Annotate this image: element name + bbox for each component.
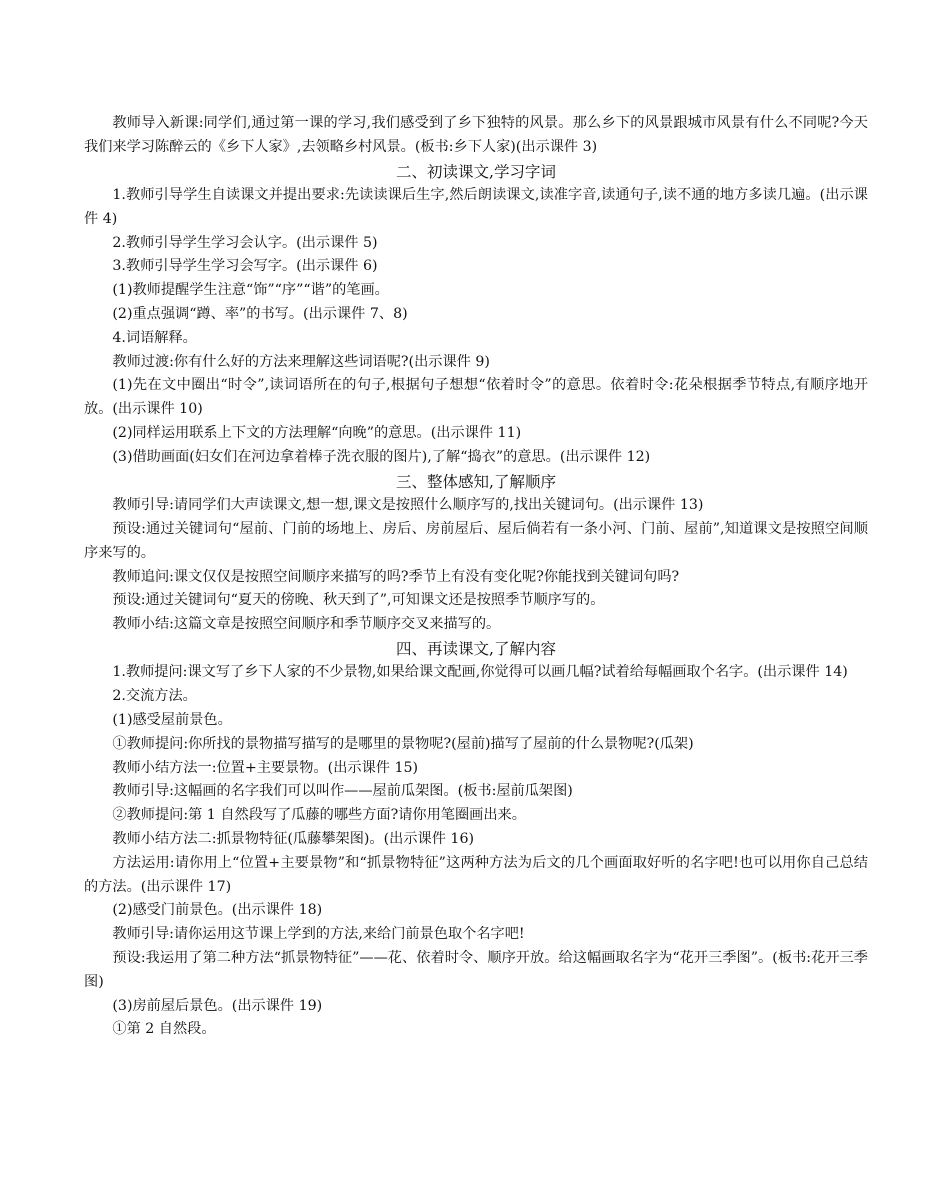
paragraph: 教师引导:请同学们大声读课文,想一想,课文是按照什么顺序写的,找出关键词句。(出示课件 13): [112, 497, 704, 514]
paragraph: 预设:我运用了第二种方法“抓景物特征”——花、依着时令、顺序开放。给这幅画取名字为“花开三季图”。(板书:花开三季图): [84, 950, 868, 990]
paragraph: (1)先在文中圈出“时令”,读词语所在的句子,根据句子想想“依着时令”的意思。依着时令:花朵根据季节特点,有顺序地开放。(出示课件 10): [84, 377, 869, 418]
paragraph: (3)房前屋后景色。(出示课件 19): [112, 997, 323, 1014]
paragraph: 教师过渡:你有什么好的方法来理解这些词语呢?(出示课件 9): [112, 353, 490, 370]
paragraph: (2)感受门前景色。(出示课件 18): [112, 902, 323, 919]
paragraph: 教师引导:这幅画的名字我们可以叫作——屋前瓜架图。(板书:屋前瓜架图): [112, 783, 573, 800]
paragraph: 4.词语解释。: [112, 329, 197, 346]
paragraph: (3)借助画面(妇女们在河边拿着棒子洗衣服的图片),了解“捣衣”的意思。(出示课件 12): [112, 448, 651, 465]
paragraph: 教师小结方法一:位置+主要景物。(出示课件 15): [112, 759, 419, 776]
paragraph: ①第 2 自然段。: [112, 1021, 216, 1038]
paragraph: 2.教师引导学生学习会认字。(出示课件 5): [112, 234, 378, 251]
paragraph: 方法运用:请你用上“位置+主要景物”和“抓景物特征”这两种方法为后文的几个画面取好听的名字吧!也可以用你自己总结的方法。(出示课件 17): [84, 854, 868, 895]
paragraph: (2)同样运用联系上下文的方法理解“向晚”的意思。(出示课件 11): [112, 425, 522, 442]
paragraph: (1)教师提醒学生注意“饰”“序”“谐”的笔画。: [112, 282, 389, 299]
paragraph: (1)感受屋前景色。: [112, 712, 232, 729]
paragraph: 预设:通过关键词句“屋前、门前的场地上、房后、房前屋后、屋后倘若有一条小河、门前、屋前”,知道课文是按照空间顺序来写的。: [84, 520, 868, 561]
paragraph: 教师小结:这篇文章是按照空间顺序和季节顺序交叉来描写的。: [112, 616, 501, 633]
paragraph: 预设:通过关键词句“夏天的傍晚、秋天到了”,可知课文还是按照季节顺序写的。: [112, 592, 605, 609]
section-heading-4: 四、再读课文,了解内容: [396, 639, 556, 658]
lesson-plan-page: [84, 112, 868, 1042]
paragraph: ②教师提问:第 1 自然段写了瓜藤的哪些方面?请你用笔圈画出来。: [112, 807, 526, 824]
paragraph: (2)重点强调“蹲、率”的书写。(出示课件 7、8): [112, 306, 408, 323]
paragraph: 教师引导:请你运用这节课上学到的方法,来给门前景色取个名字吧!: [112, 926, 525, 943]
paragraph: 2.交流方法。: [112, 688, 197, 705]
paragraph: 1.教师提问:课文写了乡下人家的不少景物,如果给课文配画,你觉得可以画几幅?试着给每幅画取个名字。(出示课件 14): [112, 664, 848, 681]
paragraph: 教师小结方法二:抓景物特征(瓜藤攀架图)。(出示课件 16): [112, 831, 475, 848]
paragraph: 1.教师引导学生自读课文并提出要求:先读读课后生字,然后朗读课文,读准字音,读通句子,读不通的地方多读几遍。(出示课件 4): [84, 187, 868, 227]
section-heading-2: 二、初读课文,学习字词: [396, 162, 556, 181]
section-heading-3: 三、整体感知,了解顺序: [396, 472, 556, 491]
paragraph: 教师追问:课文仅仅是按照空间顺序来描写的吗?季节上有没有变化呢?你能找到关键词句吗?: [112, 568, 680, 585]
paragraph: 3.教师引导学生学习会写字。(出示课件 6): [112, 258, 378, 275]
intro-paragraph: 教师导入新课:同学们,通过第一课的学习,我们感受到了乡下独特的风景。那么乡下的风景跟城市风景有什么不同呢?今天我们来学习陈醉云的《乡下人家》,去领略乡村风景。(板书:乡下人家)(出示课件 3): [84, 115, 868, 155]
paragraph: ①教师提问:你所找的景物描写描写的是哪里的景物呢?(屋前)描写了屋前的什么景物呢?(瓜架): [112, 735, 694, 752]
